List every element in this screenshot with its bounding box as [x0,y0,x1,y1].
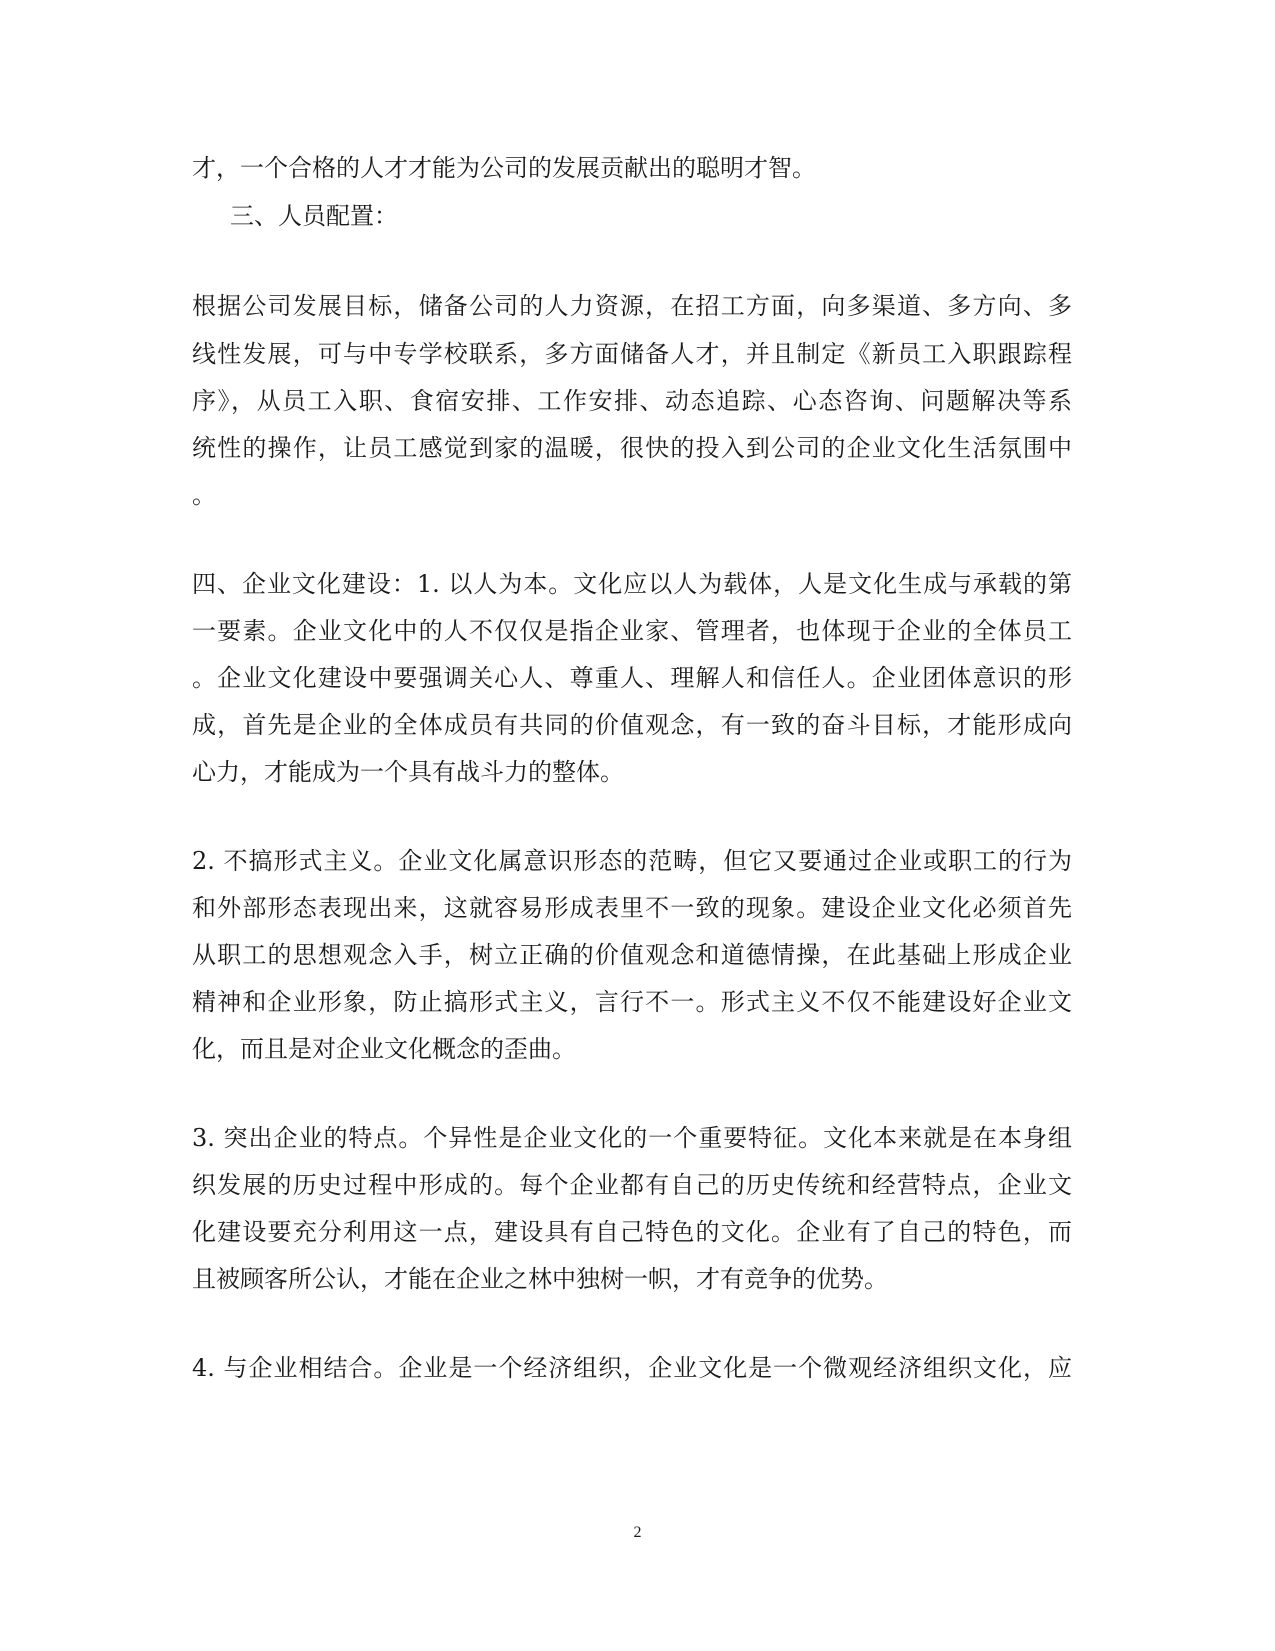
text-line: 化，而且是对企业文化概念的歪曲。 [192,1035,576,1063]
text-line: 根据公司发展目标，储备公司的人力资源，在招工方面，向多渠道、多方向、多 [192,292,1072,320]
text-line: 。企业文化建设中要强调关心人、尊重人、理解人和信任人。企业团体意识的形 [192,664,1072,692]
text-line: 2. 不搞形式主义。企业文化属意识形态的范畴，但它又要通过企业或职工的行为 [192,847,1072,875]
text-line: 一要素。企业文化中的人不仅仅是指企业家、管理者，也体现于企业的全体员工 [192,617,1072,645]
text-line: 化建设要充分利用这一点，建设具有自己特色的文化。企业有了自己的特色，而 [192,1218,1072,1246]
text-line: 才，一个合格的人才才能为公司的发展贡献出的聪明才智。 [192,154,816,182]
page-number: 2 [633,1524,642,1541]
text-line: 织发展的历史过程中形成的。每个企业都有自己的历史传统和经营特点，企业文 [192,1171,1072,1199]
text-line: 和外部形态表现出来，这就容易形成表里不一致的现象。建设企业文化必须首先 [192,894,1072,922]
text-line: 。 [192,481,216,509]
text-line: 4. 与企业相结合。企业是一个经济组织，企业文化是一个微观经济组织文化，应 [192,1354,1072,1382]
section-heading-staffing: 三、人员配置： [230,202,398,230]
text-line: 线性发展，可与中专学校联系，多方面储备人才，并且制定《新员工入职跟踪程 [192,340,1072,368]
text-line: 且被顾客所公认，才能在企业之林中独树一帜，才有竞争的优势。 [192,1265,888,1293]
text-line: 序》，从员工入职、食宿安排、工作安排、动态追踪、心态咨询、问题解决等系 [192,387,1072,415]
text-line: 统性的操作，让员工感觉到家的温暖，很快的投入到公司的企业文化生活氛围中 [192,434,1072,462]
text-line: 精神和企业形象，防止搞形式主义，言行不一。形式主义不仅不能建设好企业文 [192,988,1072,1016]
text-line: 四、企业文化建设：1. 以人为本。文化应以人为载体，人是文化生成与承载的第 [192,570,1072,598]
text-line: 成，首先是企业的全体成员有共同的价值观念，有一致的奋斗目标，才能形成向 [192,711,1072,739]
text-line: 3. 突出企业的特点。个异性是企业文化的一个重要特征。文化本来就是在本身组 [192,1124,1072,1152]
text-line: 从职工的思想观念入手，树立正确的价值观念和道德情操，在此基础上形成企业 [192,941,1072,969]
text-line: 心力，才能成为一个具有战斗力的整体。 [192,758,624,786]
